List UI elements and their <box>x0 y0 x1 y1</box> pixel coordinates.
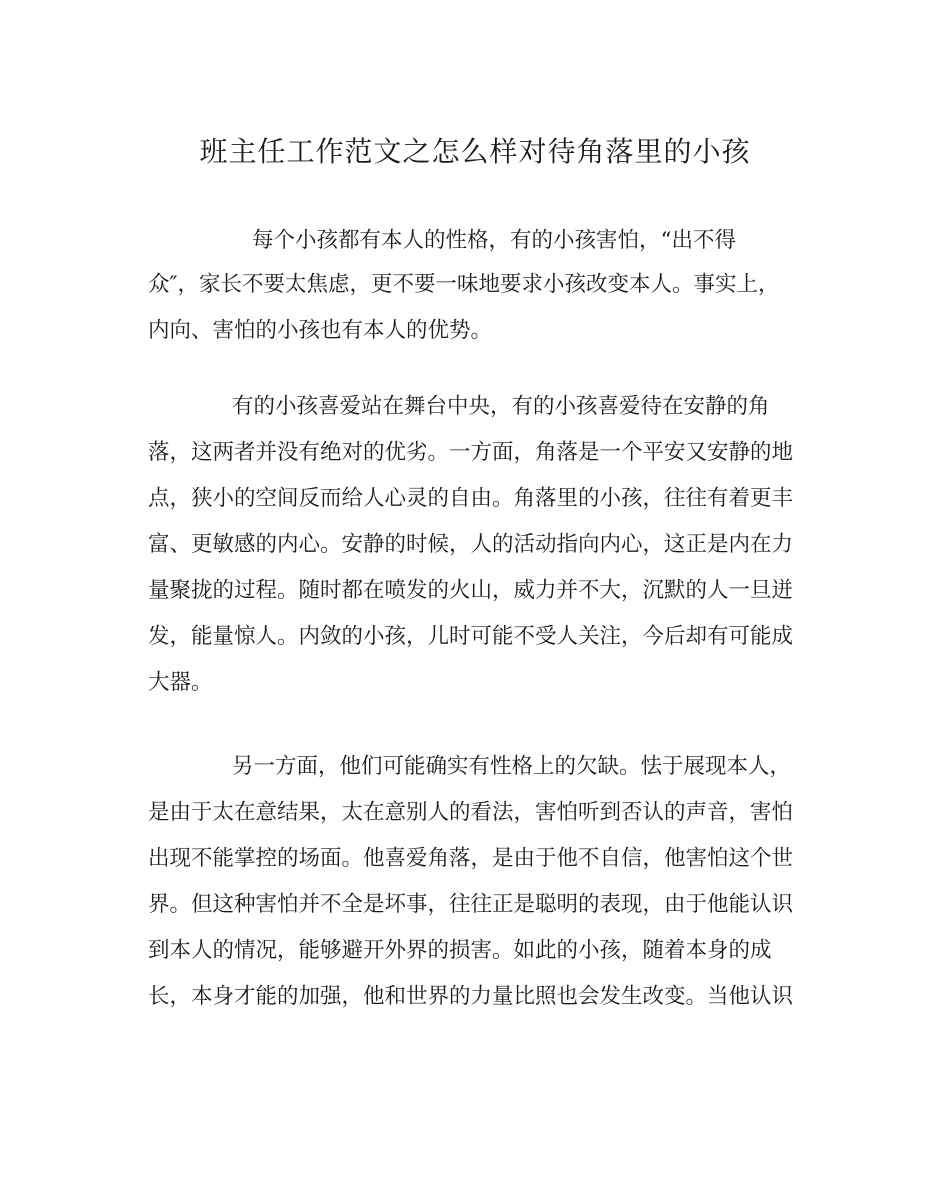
paragraph-line: 有的小孩喜爱站在舞台中央，有的小孩喜爱待在安静的角 <box>232 394 770 419</box>
paragraph-line: 到本人的情况，能够避开外界的损害。如此的小孩，随着本身的成 <box>148 938 772 963</box>
paragraph-line: 内向、害怕的小孩也有本人的优势。 <box>148 318 493 343</box>
document-title: 班主任工作范文之怎么样对待角落里的小孩 <box>199 135 751 168</box>
paragraph-line: 出现不能掌控的场面。他喜爱角落，是由于他不自信，他害怕这个世 <box>148 846 794 871</box>
paragraph-line: 富、更敏感的内心。安静的时候，人的活动指向内心，这正是内在力 <box>148 532 794 557</box>
paragraph-line: 量聚拢的过程。随时都在喷发的火山，威力并不大，沉默的人一旦迸 <box>148 578 794 603</box>
paragraph-line: 界。但这种害怕并不全是坏事，往往正是聪明的表现，由于他能认识 <box>148 892 794 917</box>
paragraph-line: 是由于太在意结果，太在意别人的看法，害怕听到否认的声音，害怕 <box>148 800 794 825</box>
paragraph-line: 发，能量惊人。内敛的小孩，儿时可能不受人关注，今后却有可能成 <box>148 624 794 649</box>
paragraph-line: 落，这两者并没有绝对的优劣。一方面，角落是一个平安又安静的地 <box>148 440 794 465</box>
paragraph-line: 长，本身才能的加强，他和世界的力量比照也会发生改变。当他认识 <box>148 984 794 1009</box>
paragraph-line: 众″，家长不要太焦虑，更不要一味地要求小孩改变本人。事实上， <box>148 272 780 297</box>
paragraph-line: 另一方面，他们可能确实有性格上的欠缺。怯于展现本人， <box>232 754 792 779</box>
paragraph-line: 大器。 <box>148 670 213 695</box>
paragraph-line: 点，狭小的空间反而给人心灵的自由。角落里的小孩，往往有着更丰 <box>148 486 794 511</box>
paragraph-line: 每个小孩都有本人的性格，有的小孩害怕，“出不得 <box>252 228 736 253</box>
